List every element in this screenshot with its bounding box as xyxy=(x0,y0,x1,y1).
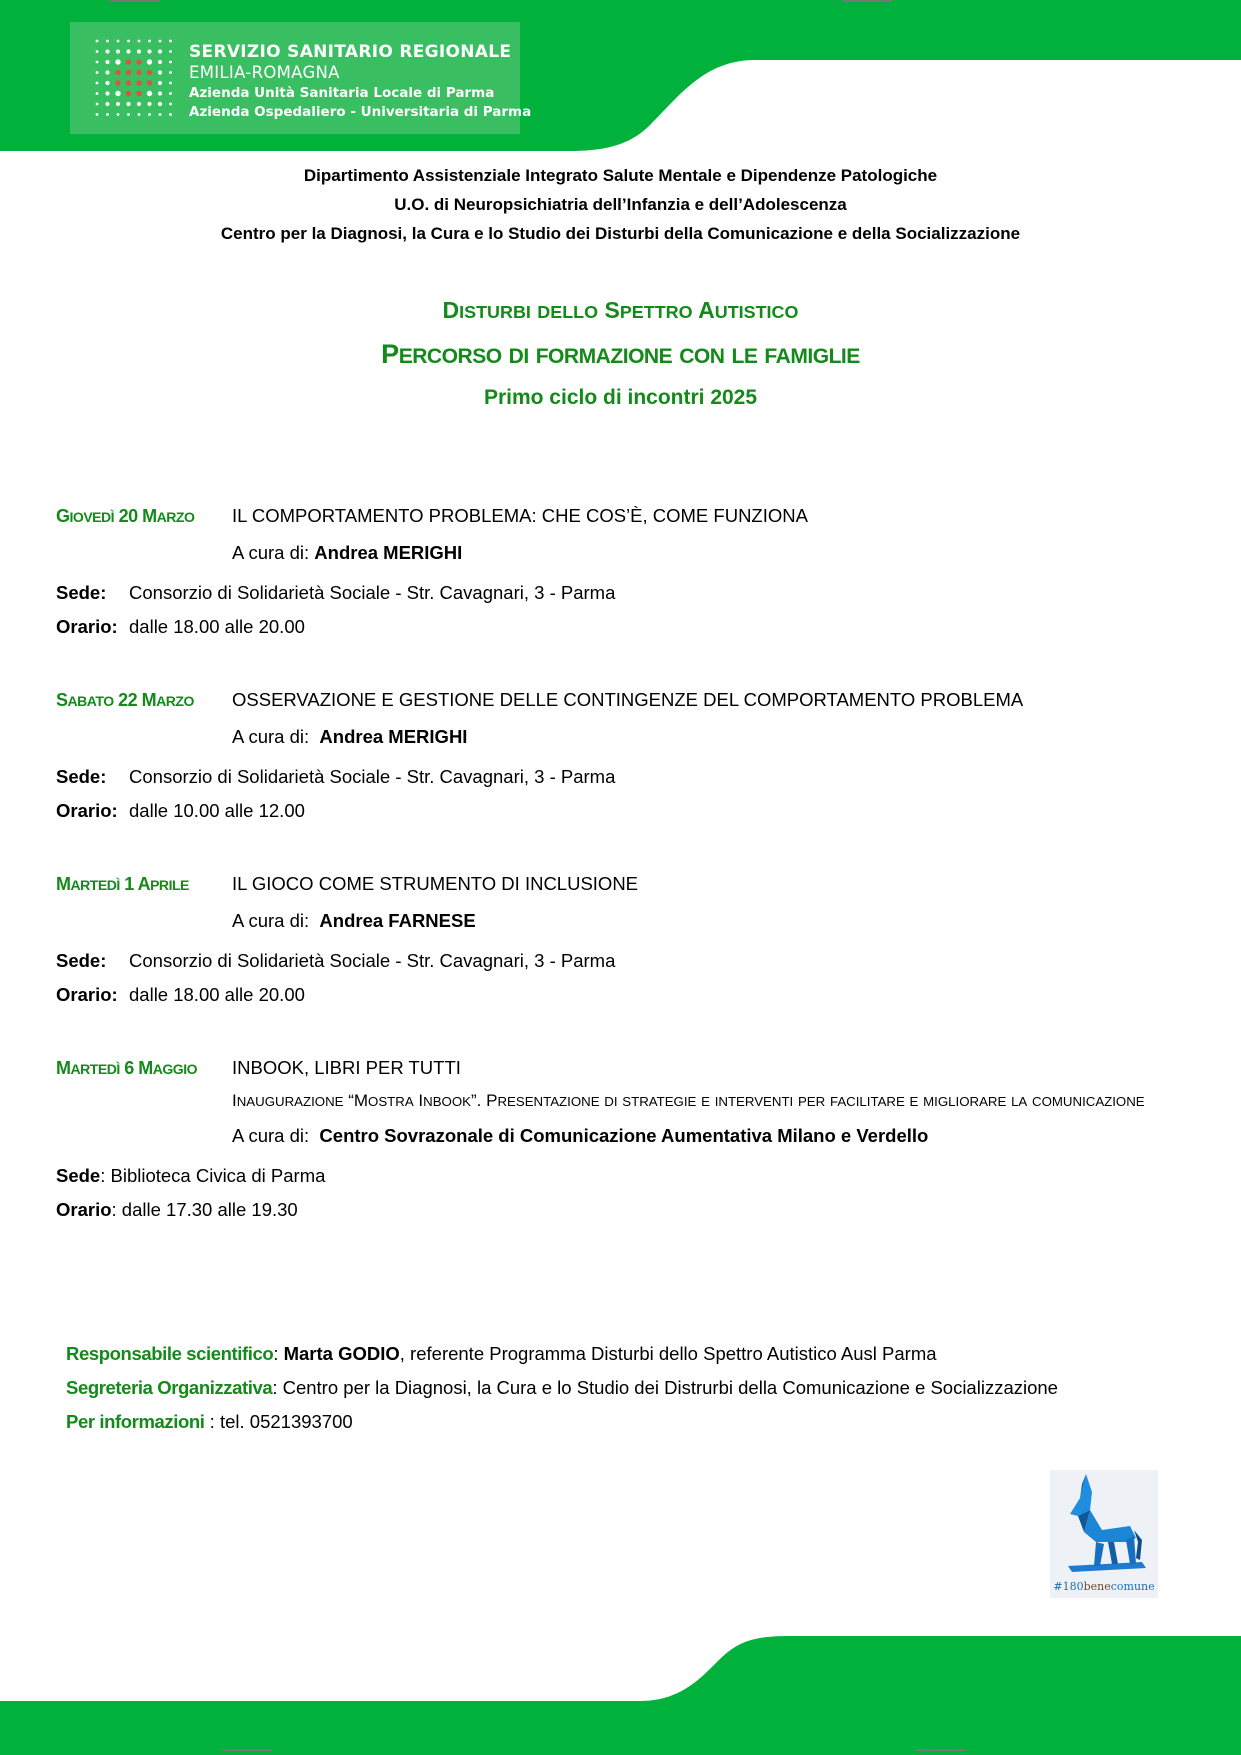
event-title: IL GIOCO COME STRUMENTO DI INCLUSIONE xyxy=(232,873,639,894)
logo-dot xyxy=(169,40,172,43)
event-date: GIOVEDÌ 20 MARZO xyxy=(56,506,195,526)
event-date: SABATO 22 MARZO xyxy=(56,690,194,710)
logo-dot xyxy=(159,113,162,116)
horse-icon xyxy=(1050,1470,1158,1580)
logo-dot xyxy=(158,49,162,53)
sede-label: Sede: xyxy=(56,766,107,787)
logo-dot xyxy=(136,91,141,96)
title-course: PERCORSO DI FORMAZIONE CON LE FAMIGLIE xyxy=(381,339,860,369)
orario-value: dalle 10.00 alle 12.00 xyxy=(129,800,305,821)
logo-dot xyxy=(96,40,99,43)
crop-mark xyxy=(110,0,160,2)
logo-dots-icon xyxy=(92,36,176,120)
crop-mark xyxy=(842,0,892,2)
center-heading: Centro per la Diagnosi, la Cura e lo Studio dei Disturbi della Comunicazione e della Socializzazione xyxy=(220,224,1021,243)
logo-dot xyxy=(96,113,99,116)
logo-dot xyxy=(159,40,162,43)
logo-dot xyxy=(169,113,172,116)
department-heading: Dipartimento Assistenziale Integrato Salute Mentale e Dipendenze Patologiche xyxy=(303,166,938,185)
logo-dot xyxy=(147,80,152,85)
logo-dot xyxy=(106,113,109,116)
logo-dot xyxy=(96,71,99,74)
logo-dot xyxy=(96,92,99,95)
logo-dot xyxy=(147,91,152,96)
event-title: IL COMPORTAMENTO PROBLEMA: CHE COS’È, COME FUNZIONA xyxy=(232,505,808,526)
logo-dot xyxy=(105,60,109,64)
event-date: MARTEDÌ 6 MAGGIO xyxy=(56,1058,198,1078)
logo-dot xyxy=(158,102,162,106)
logo-dot xyxy=(126,59,131,64)
logo-line-1: SERVIZIO SANITARIO REGIONALE xyxy=(189,42,512,62)
logo-dot xyxy=(116,102,120,106)
logo-dot xyxy=(158,70,162,74)
title-spectrum: DISTURBI DELLO SPETTRO AUTISTICO xyxy=(442,297,799,323)
event-subtitle: INAUGURAZIONE “MOSTRA INBOOK”. PRESENTAZIONE DI STRATEGIE E INTERVENTI PER FACILITARE E MIGLIORARE LA COMUNICAZIONE xyxy=(232,1091,1145,1110)
event-author: A cura di: Andrea FARNESE xyxy=(232,910,476,931)
logo-dot xyxy=(169,103,172,106)
event-title: INBOOK, LIBRI PER TUTTI xyxy=(232,1057,461,1078)
logo-line-4: Azienda Ospedaliero - Universitaria di Parma xyxy=(189,104,532,120)
badge-caption: #180benecomune xyxy=(1053,1580,1155,1593)
logo-dot xyxy=(105,102,109,106)
logo-dot xyxy=(127,113,130,116)
sede-value: Consorzio di Solidarietà Sociale - Str. Cavagnari, 3 - Parma xyxy=(129,582,616,603)
logo-dot xyxy=(169,82,172,85)
logo-dot xyxy=(115,59,120,64)
event-author: A cura di: Centro Sovrazonale di Comunicazione Aumentativa Milano e Verdello xyxy=(232,1125,929,1146)
logo-dot xyxy=(147,102,151,106)
logo-dot xyxy=(158,60,162,64)
logo-dot xyxy=(105,70,109,74)
logo-dot xyxy=(137,49,141,53)
logo-dot xyxy=(148,40,151,43)
logo-dot xyxy=(169,61,172,64)
orario-value: dalle 18.00 alle 20.00 xyxy=(129,616,305,637)
logo-dot xyxy=(136,70,141,75)
title-cycle: Primo ciclo di incontri 2025 xyxy=(483,386,758,409)
contact-info: Per informazioni : tel. 0521393700 xyxy=(66,1411,353,1432)
logo-dot xyxy=(106,40,109,43)
orario-label: Orario: xyxy=(56,616,118,637)
logo-dot xyxy=(96,50,99,53)
logo-line-2: EMILIA-ROMAGNA xyxy=(189,63,340,82)
logo-dot xyxy=(127,40,130,43)
sede-value: Consorzio di Solidarietà Sociale - Str. Cavagnari, 3 - Parma xyxy=(129,950,616,971)
logo-dot xyxy=(158,81,162,85)
logo-dot xyxy=(147,49,151,53)
orario-value: dalle 18.00 alle 20.00 xyxy=(129,984,305,1005)
crop-mark xyxy=(222,1749,272,1751)
organizing-secretariat: Segreteria Organizzativa: Centro per la Diagnosi, la Cura e lo Studio dei Distrurbi della Comunicazione e Socializzazione xyxy=(66,1377,1058,1398)
event-date: MARTEDÌ 1 APRILE xyxy=(56,874,189,894)
logo-dot xyxy=(136,59,141,64)
logo-dot xyxy=(96,103,99,106)
logo-dot xyxy=(138,40,141,43)
sede-label: Sede: xyxy=(56,950,107,971)
event-author: A cura di: Andrea MERIGHI xyxy=(232,726,468,747)
sede-line: Sede: Biblioteca Civica di Parma xyxy=(56,1165,326,1186)
logo-dot xyxy=(117,113,120,116)
scientific-manager: Responsabile scientifico: Marta GODIO, referente Programma Disturbi dello Spettro Autistico Ausl Parma xyxy=(66,1343,937,1364)
crop-mark xyxy=(916,1749,966,1751)
logo-dot xyxy=(136,80,141,85)
unit-heading: U.O. di Neuropsichiatria dell’Infanzia e dell’Adolescenza xyxy=(394,195,847,214)
logo-dot xyxy=(105,81,109,85)
logo-dot xyxy=(96,82,99,85)
horse-badge xyxy=(1050,1470,1158,1598)
logo-dot xyxy=(117,40,120,43)
logo-line-3: Azienda Unità Sanitaria Locale di Parma xyxy=(189,85,495,101)
logo-dot xyxy=(126,91,131,96)
orario-label: Orario: xyxy=(56,984,118,1005)
logo-dot xyxy=(137,102,141,106)
logo-dot xyxy=(169,71,172,74)
logo-dot xyxy=(115,70,120,75)
logo-dot xyxy=(116,49,120,53)
footer-band xyxy=(0,1634,1241,1755)
logo-dot xyxy=(105,91,109,95)
logo-dot xyxy=(96,61,99,64)
logo-dot xyxy=(126,80,131,85)
logo-dot xyxy=(169,92,172,95)
logo-dot xyxy=(115,91,120,96)
logo-dot xyxy=(105,49,109,53)
orario-line: Orario: dalle 17.30 alle 19.30 xyxy=(56,1199,298,1220)
logo-dot xyxy=(126,49,130,53)
logo-dot xyxy=(126,102,130,106)
logo-dot xyxy=(158,91,162,95)
sede-label: Sede: xyxy=(56,582,107,603)
logo-dot xyxy=(147,59,152,64)
logo-dot xyxy=(115,80,120,85)
logo-dot xyxy=(148,113,151,116)
logo-dot xyxy=(147,70,152,75)
event-author: A cura di: Andrea MERIGHI xyxy=(232,542,463,563)
logo-dot xyxy=(126,70,131,75)
orario-label: Orario: xyxy=(56,800,118,821)
sede-value: Consorzio di Solidarietà Sociale - Str. Cavagnari, 3 - Parma xyxy=(129,766,616,787)
logo-dot xyxy=(169,50,172,53)
logo-dot xyxy=(138,113,141,116)
event-title: OSSERVAZIONE E GESTIONE DELLE CONTINGENZE DEL COMPORTAMENTO PROBLEMA xyxy=(232,689,1024,710)
